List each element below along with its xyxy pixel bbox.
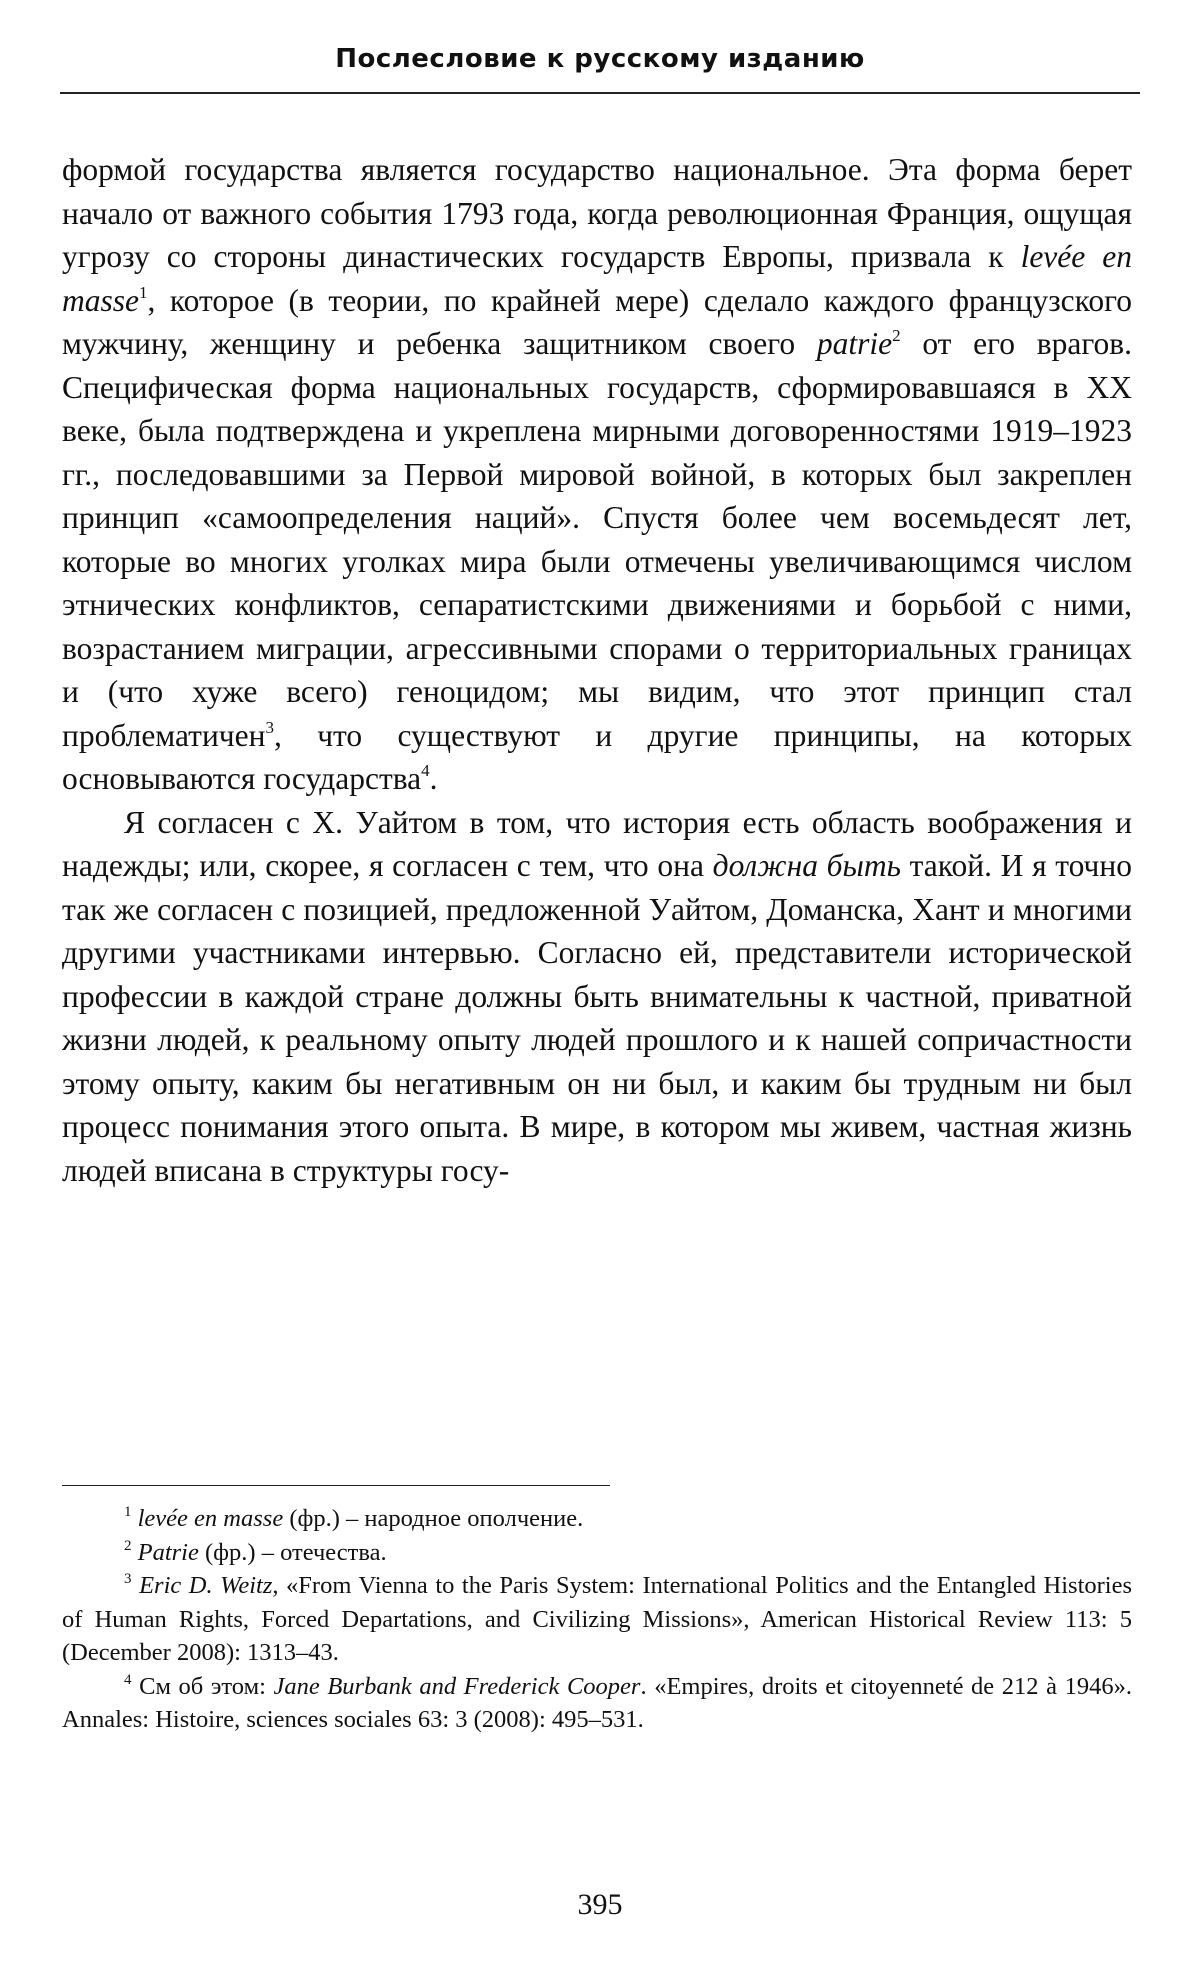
p1-text-3: от его врагов. Специфическая форма национальных государств, сформировавшаяся в XX веке, была подтверждена и укреплена мирными договоренностями 1919–1923 гг., последовавшими за Первой мировой войной, в которых был закреплен принцип «самоопределения наций». Спустя более чем восемьдесят лет, которые во многих уголках мира были отмечены увеличивающимся числом этнических конфликтов, сепаратистскими движениями и борьбой с ними, возрастанием миграции, агрессивными спорами о территориальных границах и (что хуже всего) геноцидом; мы видим, что этот принцип стал проблематичен [62,326,1132,753]
header-rule [60,92,1140,94]
main-text [62,148,1132,1192]
footnote-3-text: , «From Vienna to the Paris System: International Politics and the Entangled Histories of Human Rights, Forced Departations, and Civilizing Missions», American Historical Review 113: 5 (December 2008): 1313–43. [62,1572,1133,1666]
footnote-4-text: . «Empires, droits et citoyenneté de 212 à 1946». Annales: Histoire, sciences sociales 63: 3 (2008): 495–531. [62,1672,1132,1733]
footnote-4 [62,1670,1132,1737]
p2-italic-emphasis: должна быть [712,848,901,883]
p2-text-1: Я согласен с Х. Уайтом в том, что история есть область воображения и надежды; или, скорее, я согласен с тем, что она [62,804,1132,883]
p1-text-5: . [429,761,438,796]
footnote-ref-2: 2 [892,326,901,345]
footnote-1 [62,1502,1132,1536]
footnote-4-italic: Jane Burbank and Frederick Cooper [273,1672,641,1700]
running-title: Послесловие к русскому изданию [335,44,865,74]
p1-text-4: , что существуют и другие принципы, на которых основываются государства [62,717,1132,796]
footnotes [62,1502,1132,1737]
footnote-3 [62,1569,1132,1670]
footnote-1-text: (фр.) – народное ополчение. [283,1505,584,1532]
p1-italic-patrie: patrie [816,326,893,361]
footnote-3-italic: Eric D. Weitz [139,1572,273,1599]
page-number: 395 [577,1888,623,1921]
footnote-rule [62,1485,610,1486]
p2-text-2: такой. И я точно так же согласен с позицией, предложенной Уайтом, Доманска, Хант и многими другими участниками интервью. Согласно ей, представители исторической профессии в каждой стране должны быть внимательны к частной, приватной жизни людей, к реальному опыту людей прошлого и к нашей сопричастности этому опыту, каким бы негативным он ни был, и каким бы трудным ни был процесс понимания этого опыта. В мире, в котором мы живем, частная жизнь людей вписана в структуры госу- [62,848,1133,1188]
footnote-2-text: (фр.) – отечества. [198,1538,387,1566]
footnote-ref-3: 3 [265,717,274,737]
footnote-2-number: 2 [124,1537,132,1554]
footnote-1-number: 1 [124,1504,132,1520]
footnote-4-prefix: См об этом: [139,1672,274,1700]
footnote-ref-4: 4 [421,761,430,780]
footnote-ref-1: 1 [139,282,148,302]
p1-italic-levee: levée en masse [62,239,1132,318]
footnote-4-number: 4 [124,1671,132,1688]
paragraph-1 [62,148,1132,801]
p1-text-2: , которое (в теории, по крайней мере) сделало каждого французского мужчину, женщину и ребенка защитником своего [62,282,1132,361]
footnote-3-number: 3 [124,1571,132,1587]
paragraph-2 [62,801,1132,1193]
p1-text-1: формой государства является государство национальное. Эта форма берет начало от важного события 1793 года, когда революционная Франция, ощущая угрозу со стороны династических государств Европы, призвала к [62,152,1132,274]
footnote-1-italic: levée en masse [137,1505,284,1532]
footnote-2 [62,1536,1132,1570]
footnote-2-italic: Patrie [137,1538,199,1566]
